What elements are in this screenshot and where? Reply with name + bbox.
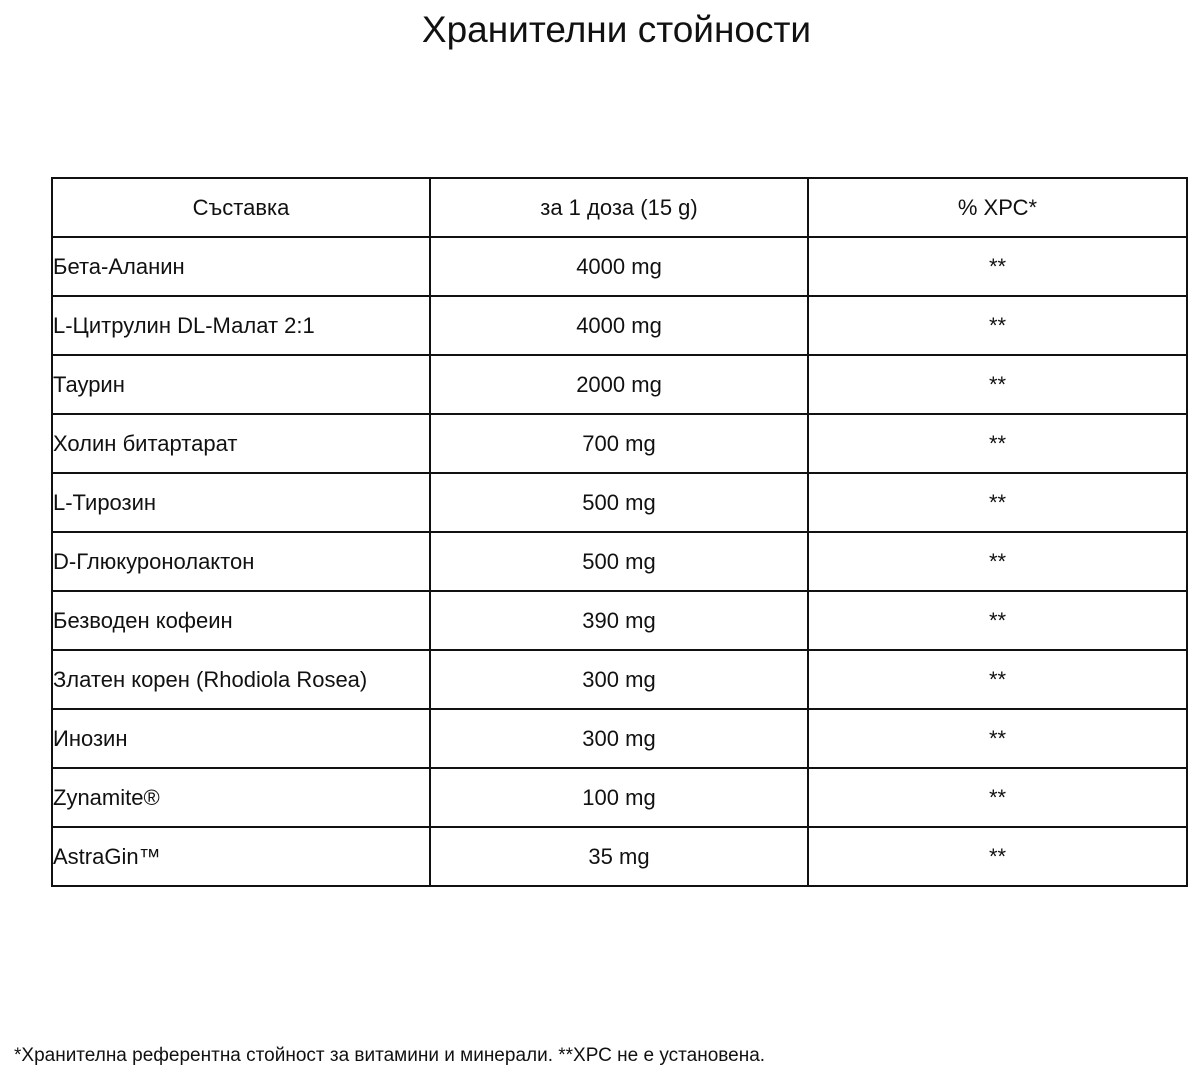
- ingredient-name: D-Глюкуронолактон: [52, 532, 430, 591]
- ingredient-amount: 300 mg: [430, 650, 808, 709]
- table-row: [52, 414, 1187, 473]
- ingredient-name: L-Цитрулин DL-Малат 2:1: [52, 296, 430, 355]
- ingredient-name: AstraGin™: [52, 827, 430, 886]
- ingredient-reference-intake: **: [808, 237, 1187, 296]
- column-header-per-dose: за 1 доза (15 g): [430, 178, 808, 237]
- ingredient-name: Безводен кофеин: [52, 591, 430, 650]
- ingredient-amount: 300 mg: [430, 709, 808, 768]
- ingredient-name: Бета-Аланин: [52, 237, 430, 296]
- ingredient-reference-intake: **: [808, 768, 1187, 827]
- column-header-ingredient: Съставка: [52, 178, 430, 237]
- column-header-reference-intake: % ХРС*: [808, 178, 1187, 237]
- table-row: [52, 473, 1187, 532]
- ingredient-reference-intake: **: [808, 296, 1187, 355]
- ingredient-name: Холин битартарат: [52, 414, 430, 473]
- ingredient-amount: 4000 mg: [430, 237, 808, 296]
- ingredient-name: Инозин: [52, 709, 430, 768]
- table-row: [52, 296, 1187, 355]
- ingredient-name: L-Тирозин: [52, 473, 430, 532]
- ingredient-amount: 700 mg: [430, 414, 808, 473]
- table-row: [52, 532, 1187, 591]
- ingredient-reference-intake: **: [808, 827, 1187, 886]
- ingredient-amount: 2000 mg: [430, 355, 808, 414]
- ingredient-reference-intake: **: [808, 532, 1187, 591]
- ingredient-amount: 390 mg: [430, 591, 808, 650]
- ingredient-reference-intake: **: [808, 650, 1187, 709]
- table-row: [52, 650, 1187, 709]
- table-row: [52, 709, 1187, 768]
- page-title: Хранителни стойности: [421, 9, 812, 50]
- table-header-row: [52, 178, 1187, 237]
- ingredient-reference-intake: **: [808, 414, 1187, 473]
- footnote: *Хранителна референтна стойност за витамини и минерали. **ХРС не е установена.: [14, 1045, 766, 1066]
- table-row: [52, 355, 1187, 414]
- ingredient-reference-intake: **: [808, 709, 1187, 768]
- ingredient-amount: 500 mg: [430, 473, 808, 532]
- table-row: [52, 768, 1187, 827]
- ingredient-amount: 500 mg: [430, 532, 808, 591]
- ingredient-name: Златен корен (Rhodiola Rosea): [52, 650, 430, 709]
- ingredient-amount: 100 mg: [430, 768, 808, 827]
- ingredient-amount: 35 mg: [430, 827, 808, 886]
- table-row: [52, 827, 1187, 886]
- table-row: [52, 591, 1187, 650]
- nutrition-table: [51, 177, 1188, 887]
- ingredient-reference-intake: **: [808, 355, 1187, 414]
- ingredient-name: Zynamite®: [52, 768, 430, 827]
- ingredient-reference-intake: **: [808, 591, 1187, 650]
- ingredient-reference-intake: **: [808, 473, 1187, 532]
- ingredient-name: Таурин: [52, 355, 430, 414]
- table-row: [52, 237, 1187, 296]
- ingredient-amount: 4000 mg: [430, 296, 808, 355]
